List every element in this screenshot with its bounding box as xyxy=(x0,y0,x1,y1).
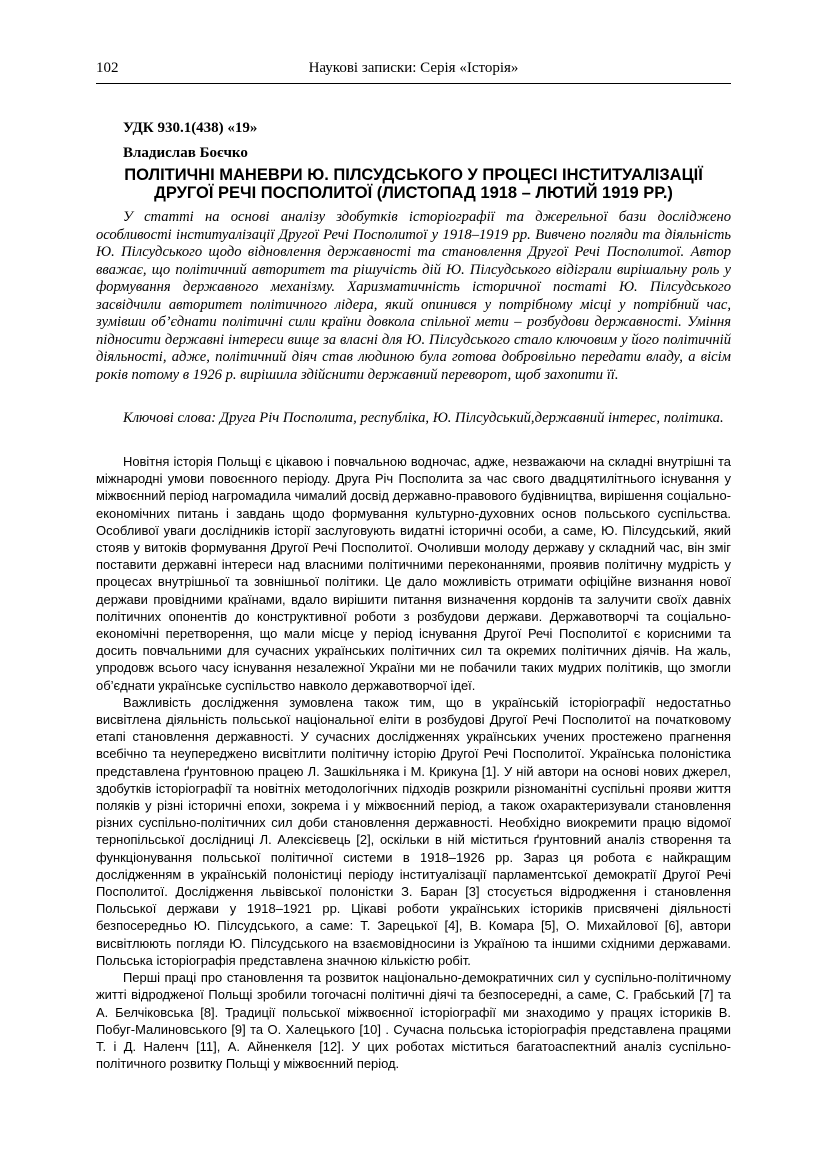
running-header xyxy=(96,58,731,84)
journal-title: Наукові записки: Серія «Історія» xyxy=(308,60,519,76)
header-divider xyxy=(96,83,731,84)
author-name: Владислав Боєчко xyxy=(123,145,248,161)
udk-code: УДК 930.1(438) «19» xyxy=(123,120,258,136)
keywords: Ключові слова: Друга Річ Посполита, республіка, Ю. Пілсудський,державний інтерес, політика. xyxy=(123,410,724,426)
page-number: 102 xyxy=(96,60,119,76)
article-title: ПОЛІТИЧНІ МАНЕВРИ Ю. ПІЛСУДСЬКОГО У ПРОЦЕСІ ІНСТИТУАЛІЗАЦІЇ ДРУГОЇ РЕЧІ ПОСПОЛИТОЇ (ЛИСТОПАД 1918 – ЛЮТИЙ 1919 РР.) xyxy=(124,166,703,202)
body-paragraph-2: Важливість дослідження зумовлена також тим, що в українській історіографії недостатньо висвітлена діяльність польської національної еліти в розбудові Другої Речі Посполитої на початковому етапі становлення державності. У сучасних дослідженнях українських учених простежено прагнення всебічно та неупереджено висвітлити політичну історію Другої Речі Посполитої. Українська полоністика представлена ґрунтовною працею Л. Зашкільняка і М. Крикуна [1]. У ній автори на основі нових джерел, здобутків історіографії та новітніх методологічних підходів розкрили різноманітні суспільні прояви життя поляків у різні історичні епохи, зокрема і у міжвоєнний період, а також охарактеризували становлення різних суспільно-політичних сил доби становлення державності. Необхідно виокремити працю відомої тернопільської дослідниці Л. Алексієвець [2], оскільки в ній міститься ґрунтовний аналіз створення та функціонування польської політичної системи в 1918–1926 рр. Зараз ця робота є найкращим дослідженням в українській полоністиці періоду інституалізації парламентської демократії Другої Речі Посполитої. Дослідження львівської полоністки З. Баран [3] стосується відродження і становлення Польської держави у 1918–1921 рр. Цікаві роботи українських істориків присвячені діяльності безпосередньо Ю. Пілсудського, а саме: Т. Зарецької [4], В. Комара [5], О. Михайлової [6], автори висвітлюють погляди Ю. Пілсудського на взаємовідносини із Україною та іншими східними державами. Польська історіографія представлена значною кількістю робіт. xyxy=(96,694,731,968)
article-body xyxy=(96,453,731,1072)
abstract: У статті на основі аналізу здобутків історіографії та джерельної бази досліджено особливості інституалізації Другої Речі Посполитої у 1918–1919 рр. Вивчено погляди та діяльність Ю. Пілсудського щодо відновлення державності та становлення Другої Речі Посполитої. Автор вважає, що політичний авторитет та рішучість дій Ю. Пілсудського відіграли вирішальну роль у формування державного механізму. Харизматичність історичної постаті Ю. Пілсудського засвідчили авторитет політичного лідера, який опинився у потрібному місці у потрібний час, зумівши об’єднати політичні сили країни довкола спільної мети – розбудови державності. Уміння підносити державні інтереси вище за власні для Ю. Пілсудського стало ключовим у його політичній діяльності, адже, політичний діяч став людиною була готова добровільно передати владу, а вісім років потому в 1926 р. вирішила здійснити державний переворот, щоб захопити її. xyxy=(96,209,731,383)
body-paragraph-1: Новітня історія Польщі є цікавою і повчальною водночас, адже, незважаючи на складні внутрішні та міжнародні умови повоєнного періоду. Друга Річ Посполита за час свого двадцятилітнього існування у міжвоєнний період нагромадила чималий досвід державно-правового будівництва, вирішення соціально-економічних питань і завдань щодо формування культурно-духовних основ польського суспільства. Особливої уваги дослідників історії заслуговують видатні історичні особи, а саме, Ю. Пілсудський, який стояв у витоків формування Другої Речі Посполитої. Очоливши молоду державу у складний час, він зміг поставити державні інтереси над власними політичними переконаннями, проявив політичну мудрість у процесах внутрішньої та зовнішньої політики. Це дало можливість отримати офіційне визнання нової держави провідними країнами, вдало вирішити питання визначення кордонів та залучити своїх давніх політичних опонентів до конструктивної роботи з розбудови держави. Державотворчі та соціально-економічні перетворення, що мали місце у період існування Другої Речі Посполитої є корисними та досить повчальними для сучасних українських політичних сил та окремих політичних діячів. На жаль, упродовж всього часу існування незалежної України ми не побачили таких мудрих політиків, що змогли об’єднати українське суспільство навколо державотворчої ідеї. xyxy=(96,454,731,693)
body-paragraph-3: Перші праці про становлення та розвиток національно-демократичних сил у суспільно-політичному житті відродженої Польщі зробили тогочасні політичні діячі та безпосередні, а саме, С. Грабський [7] та А. Белчіковська [8]. Традиції польської міжвоєнної історіографії ми знаходимо у працях істориків В. Побуг-Малиновського [9] та О. Халецького [10] . Сучасна польська історіографія представлена працями Т. і Д. Наленч [11], А. Айненкеля [12]. У цих роботах міститься багатоаспектний аналіз суспільно-політичного розвитку Польщі у міжвоєнний період. xyxy=(96,970,731,1072)
